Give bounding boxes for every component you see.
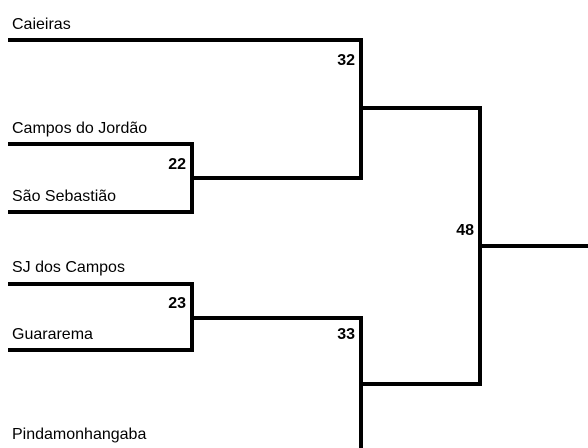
team-guararema: Guararema (12, 326, 93, 343)
game-number-48: 48 (456, 222, 474, 239)
bracket-line-game-48 (361, 108, 480, 384)
team-sao-sebastiao: São Sebastião (12, 188, 117, 205)
team-campos-do-jordao: Campos do Jordão (12, 120, 148, 137)
game-number-23: 23 (168, 295, 186, 312)
game-number-33: 33 (337, 326, 355, 343)
team-pindamonhangaba: Pindamonhangaba (12, 426, 147, 443)
game-number-22: 22 (168, 156, 186, 173)
team-caieiras: Caieiras (12, 16, 71, 33)
game-number-32: 32 (337, 52, 355, 69)
team-sj-dos-campos: SJ dos Campos (12, 259, 125, 276)
